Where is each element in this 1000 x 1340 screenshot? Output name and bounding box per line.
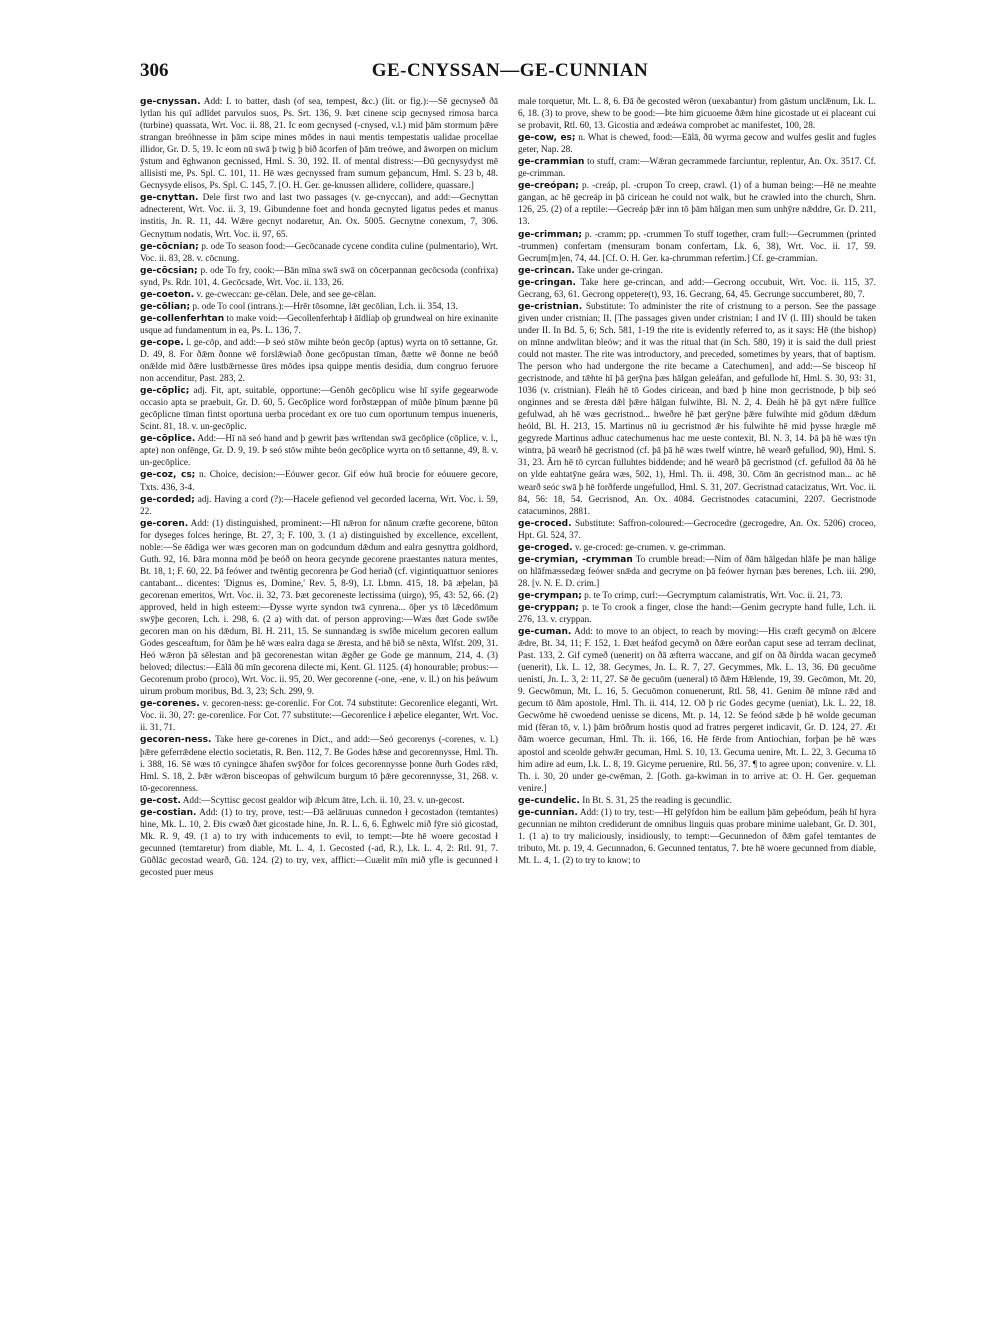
dictionary-entry <box>518 277 876 301</box>
entry-definition: Add: (1) to try, prove, test:—Ðā aelāruuas cunnedon ł gecostadon (temtantes) hine, Mk. L. 10, 2. Ðis cwæð ðæt gicostade hine, Jn. R. L. 6, 6. Ēghwelc mið fȳre sió gicostad, Mk. R. 9, 49. (1 a) to try with inducements to evil, to tempt:—Þte hē woere gecostad ł gecunned (temtaretur) from diable, Mt. L. 4, 1. Gecosted (-ad, R.), Lk. L. 4, 2: Rtl. 91, 7. Gūðlāc gecostad wearð, Gū. 124. (2) to try, vex, afflict:—Cuælit mīn mið yfle is gecunned ł gecosted puer meus <box>140 807 498 878</box>
entry-definition: n. Choice, decision:—Eóuwer gecor. Gif eów huā brocie for eóuuere gecore, Txts. 436, 3-4. <box>140 470 498 493</box>
entry-definition: Take here ge-crincan, and add:—Gecrong occubuit, Wrt. Voc. ii. 115, 37. Gecrang, 63, 61. Gecrong oppetere(t), 93, 16. Gecrang, 64, 45. Gecrunge succumberet, 80, 7. <box>518 277 876 300</box>
dictionary-entry <box>518 602 876 626</box>
entry-definition: adj. Having a cord (?):—Hacele gefienod vel gecorded lacerna, Wrt. Voc. i. 59, 22. <box>140 494 498 517</box>
dictionary-entry <box>518 229 876 265</box>
entry-headword: ge-cnyttan. <box>140 193 199 204</box>
page-header <box>140 60 880 86</box>
entry-headword: ge-costian. <box>140 807 197 818</box>
entry-headword: ge-cōcnian; <box>140 241 199 252</box>
entry-definition: p. -creáp, pl. -crupon To creep, crawl. (1) of a human being:—Hē ne meahte gangan, ac hē gecreáp in þā ciricean he could not walk, but he crawled into the church, Shrn. 126, 25. (2) of a reptile:—Gecreáp þǣr inn tō þām hālgan men sum unhȳre nǣddre, Gr. D. 211, 13. <box>518 181 876 228</box>
dictionary-entry <box>140 313 498 337</box>
entry-headword: ge-cristnian. <box>518 301 583 312</box>
entry-definition: Dele first two and last two passages (v. ge-cnyccan), and add:—Gecnyttan adnecterent, Wrt. Voc. ii. 3, 19. Gibundenne foet and honda gecnyted ligatus pedes et manus institis, Jn. R. 11, 44. Wǣre gecnyt nodaretur, An. Ox. 5005. Gecnytne conexum, 7, 306. Gecnyttum nodatis, Wrt. Voc. ii. 97, 65. <box>140 193 498 240</box>
entry-definition: Add: (1) distinguished, prominent:—Hī nǣron for nānum cræfte gecorene, būton for dyseges folces heringe, Bt. 27, 3; F. 100, 3. (1 a) distinguished by excellence, excellent, noble:—Se ēādiga wer wæs gecoren man on godcundum dǣdum and ealra gesnyttra goldhord, Guth. 92, 16. Þāra monna mōd þe beóð on heora gecynde gecorene praestantes natura mentes, Bt. 18, 1; F. 60, 22. Þā feówer and twēntig gecorenra þe God heriað (cf. vigintiquattuor seniores cantabant... dicentes: 'Dignus es, Domine,' Rev. 5, 8-9), Lī. Lbmn. 415, 18. Þā æþelan, þā gecorenan emeritos, Wrt. Voc. ii. 32, 73. Þæt gecoreneste lectissima (uirgo), 95, 43: 52, 66. (2) approved, held in high esteem:—Ðysse wyrte syndon twā cynrena... ōþer ys tō lǣcedōmum swȳþe gecoren, Lch. i. 298, 6. (2 a) with dat. of person approving:—Wæs ðæt Gode swīðe gecoren man on his dǣdum, Bl. H. 211, 15. Se sunnandæg is swīðe micelum gecoren eallum Godes gesceaftum, for ðām þe hē wæs ealra daga se ǣresta, and hē bið se nēxta, Wlfst. 209, 31. Heó wǣron þā sēlestan and þā gecorenestan witan ǣgðer ge Gode ge mannum, 214, 4. (3) beloved; dilectus:—Eālā ðū mīn gecorena dilecte mi, Kent. Gl. 1125. (4) honourable; probus:—Gecorenum probo (proco), Wrt. Voc. ii. 95, 20. Wer gecorenne (-one, -ene, v. ll.) on his þeáwum uirum probum moribus, Bd. 3, 23; Sch. 299, 9. <box>140 518 498 698</box>
dictionary-entry <box>518 626 876 795</box>
right-column <box>518 96 876 1246</box>
dictionary-entry <box>140 301 498 313</box>
entry-headword: ge-croged. <box>518 542 573 553</box>
entry-headword: ge-creópan; <box>518 181 579 192</box>
entry-definition: n. What is chewed, food:—Eālā, ðū wyrma gecow and wulfes geslit and fugles geter, Nap. 28. <box>518 133 876 156</box>
dictionary-entry <box>518 795 876 807</box>
entry-headword: ge-cope. <box>140 337 184 348</box>
entry-definition: Substitute: Saffron-coloured:—Gecrocedre (gecrogedre, An. Ox. 5206) croceo, Hpt. Gl. 524, 37. <box>518 518 876 541</box>
entry-headword: ge-croced. <box>518 518 572 529</box>
dictionary-entry <box>518 807 876 867</box>
entry-definition: Add: to move to an object, to reach by moving:—His cræft gecymð on ǣlcere ǣdre, Bt. 34, 11; F. 152, 1. Ðæt heáfod gecymð on ðǣre eorðan caput sese ad terram declinat, Past. 133, 2. Gif cymeð (uenerit) on ðā æfterra waccane, and gif on ðā ðirdda wacan gecymeð (uenerit), Lk. L. 12, 38. Gecymes, Jn. L. R. 7, 27. Gecymmes, Mk. L. 13, 36. Ðū gecuōme uenisti, Jn. L. 3, 2: 11, 27. Sē ðe gecuōm (ueneral) tō ðǣm Hǣlende, 19, 39. Gecōmon, Mt. 20, 9. Gecwōmun, Mt. L. 16, 5. Gecuōmon conuenerunt, Rtl. 58, 41. Genim ðē mīnne rǣd and gecum tō ðām apostole, Hml. Th. ii. 414, 12. Oð þ ric Godes gecyme (ueniat), Lk. L. 22, 18. Gecwōme hē cwoedend uenisse se dicens, Mt. p. 14, 12. Se feónd sǣde þ hē wolde gecuman mid (fēran tō, v. l.) þām brōðrum hostis quod ad fratres pergeret indicavit, Gr. D. 124, 27. Æt ðām woerce gecuman, Hml. Th. ii. 166, 16. Hē fērde from Antiochian, forþan þe hē wæs apostol and sceolde gehwǣr gecuman, Hml. S. 10, 13. Gecuma uenire, Mt. L. 22, 3. Gecuma tō him adire ad eum, Lk. L. 8, 19. Gicyme peruenire, Rtl. 56, 37. ¶ to agree upon; convenire. v. Ll. Th. i. 30, 20 under ge-cwēman, 2. [Goth. ga-kwiman in to arrive at: O. H. Ger. gequeman venire.] <box>518 627 876 794</box>
dictionary-entry <box>518 518 876 542</box>
dictionary-entry <box>140 241 498 265</box>
dictionary-entry <box>140 734 498 794</box>
entry-headword: ge-crammian <box>518 157 585 168</box>
dictionary-entry <box>518 542 876 554</box>
dictionary-entry <box>140 433 498 469</box>
page-number: 306 <box>140 60 169 81</box>
entry-definition: male torquetur, Mt. L. 8, 6. Ðā ðe gecosted wēron (uexabantur) from gāstum unclǣnum, Lk. L. 6, 18. (3) to prove, shew to be good:—Þte him gicuoeme ðǣm hine gicostade ut ei placeant cui se probavit, Rtl. 60, 13. Gicostia and ædeáwa comprobet ac manifestet, 100, 28. <box>518 97 876 132</box>
entry-definition: to make void:—Gecollenferhtaþ ł āīdliaþ oþ grundweal on hire exinanite usque ad fundamentum in ea, Ps. L. 136, 7. <box>140 313 498 336</box>
entry-headword: ge-cuman. <box>518 627 572 638</box>
left-column <box>140 96 498 1246</box>
entry-definition: p. ode To cool (intrans.):—Hrēr tōsomne, lǣt gecōlian, Lch. ii. 354, 13. <box>192 301 458 312</box>
entry-definition: Take under ge-cringan. <box>576 265 663 276</box>
entry-headword: ge-corded; <box>140 494 195 505</box>
entry-headword: ge-cnyssan. <box>140 97 201 107</box>
dictionary-entry <box>140 518 498 699</box>
dictionary-entry <box>518 156 876 180</box>
entry-headword: ge-crymian, -crymman <box>518 554 633 565</box>
dictionary-entry <box>140 385 498 433</box>
entry-headword: ge-cow, es; <box>518 133 576 144</box>
entry-headword: ge-crympan; <box>518 590 582 601</box>
entry-definition: In Bt. S. 31, 25 the reading is gecundlic. <box>582 795 732 806</box>
entry-headword: ge-collenferhtan <box>140 313 225 324</box>
dictionary-entry <box>518 554 876 590</box>
entry-definition: p. te To crook a finger, close the hand:—Genim gecrypte hand fulle, Lch. ii. 276, 13. v. cryppan. <box>518 602 876 626</box>
dictionary-entry <box>518 590 876 602</box>
entry-definition: to stuff, cram:—Wǣran gecrammede farciuntur, replentur, An. Ox. 3517. Cf. ge-crimman. <box>518 157 876 180</box>
entry-headword: ge-corenes. <box>140 699 200 710</box>
entry-headword: gecoren-ness. <box>140 735 212 746</box>
dictionary-entry <box>140 807 498 879</box>
entry-definition: Add:—Scyttisc gecost gealdor wiþ ǣlcum ātre, Lch. ii. 10, 23. v. un-gecost. <box>182 795 465 806</box>
entry-headword: ge-cunnian. <box>518 807 578 818</box>
entry-definition: p. te To crimp, curl:—Gecrymptum calamistratis, Wrt. Voc. ii. 21, 73. <box>584 590 843 601</box>
dictionary-entry <box>140 337 498 385</box>
entry-headword: ge-cringan. <box>518 277 576 288</box>
dictionary-entry <box>140 469 498 493</box>
entry-definition: adj. Fit, apt, suitable, opportune:—Genōh gecōplicu wise hī syife gegearwode occasio apta se praebuit, Gr. D. 60, 5. Gecōplice word forðstæppan of mūðe þīnum þænne þū gecōplicne tīman fintst oportuna uerba procedant ex ore tuo cum oportunum tempus inueneris, Scint. 81, 18. v. un-gecōplic. <box>140 386 498 433</box>
running-title: GE-CNYSSAN—GE-CUNNIAN <box>371 60 649 81</box>
dictionary-entry <box>140 289 498 301</box>
dictionary-entry <box>518 96 876 132</box>
dictionary-entry <box>140 494 498 518</box>
entry-headword: ge-coz, cs; <box>140 470 196 481</box>
entry-definition: v. gecoren-ness: ge-corenlic. For Cot. 74 substitute: Gecorenlice eleganti, Wrt. Voc. ii. 30, 27: ge-corenlice. For Cot. 77 substitute:—Gecorenlice ł æþelice eleganter, Wrt. Voc. ii. 31, 71. <box>140 699 498 734</box>
entry-definition: Add:—Hī nā seó hand and þ gewrit þæs wrītendan swā gecōplice (cōplice, v. l., apte) non onfēnge, Gr. D. 9, 19. Þ seó stōw mihte beón gecōplice wyrta on tō settanne, 49, 8. v. un-gecōplice. <box>140 434 498 469</box>
entry-headword: ge-cost. <box>140 795 181 806</box>
dictionary-entry <box>518 180 876 228</box>
dictionary-entry <box>140 698 498 734</box>
entry-definition: Add: (1) to try, test:—Hī gelȳfdon him be eallum þām geþeódum, þeáh hī hyra gecunnian ne mihton crediderunt de omnibus linguis quas probare minime ualebant, Gr. D. 301, 1. (1 a) to try maliciously, insidiously, to tempt:—Gecunnedon of ðǣm gafel temtantes de tributo, Mt. p. 19, 4. Gecunnadon, 6. Gecunned tentatus, 7. Þte hē woere gecunned from diable, Mt. L. 4, 1. (2) to try to know; to <box>518 807 876 866</box>
entry-definition: Add: I. to batter, dash (of sea, tempest, &c.) (lit. or fig.):—Sē gecnyseð ðā lytlan his quī adlīdet parvulos suos, Ps. Srt. 136, 9. Þæt cinene scip gecnysed rimosa barca (turbine) quassata, Wrt. Voc. ii. 88, 21. Ic eom gecnysed (-cnysed, v.l.) mid þām stormum þǣre strangan breóhnesse in þām scipe mines mōdes in naui mentis tempestatis ualidae procellae illidor, Gr. D. 5, 19. Ic eom nū swā þ twig þ bið ācorfen of þām treówe, and āworpen on miclum ȳstum and ēghwanon gecnissed, Hml. S. 30, 192. II. of mental distress:—Ðū gecnysydyst mē allisisti me, Ps. Spl. C. 101, 11. Hē wæs gecnyssed fram sumum geþancum, Hml. S. 23 b, 48. Gecnysyde elisos, Ps. Spl. C. 145, 7. [O. H. Ger. ge-knussen allidere, collidere, quassare.] <box>140 97 498 192</box>
dictionary-entry <box>140 265 498 289</box>
entry-headword: ge-crimman; <box>518 229 582 240</box>
dictionary-entry <box>518 132 876 156</box>
dictionary-entry <box>518 265 876 277</box>
entry-definition: p. -cramm; pp. -crummen To stuff together, cram full:—Gecrummen (printed -trummen) confertam (mensuram bonam confertam, Lk. 6, 38), Wrt. Voc. ii. 17, 59. Gecrum[m]en, 74, 44. [Cf. O. H. Ger. ka-chrumman refertim.] Cf. ge-crammian. <box>518 229 876 264</box>
dictionary-entry <box>140 192 498 240</box>
entry-headword: ge-cōplic; <box>140 386 190 397</box>
entry-headword: ge-cōlian; <box>140 301 191 312</box>
entry-headword: ge-cōplice. <box>140 434 196 445</box>
entry-definition: To crumble bread:—Nim of ðām hālgedan hlāfe þe man hālige on hlāfmæssedæg feówer snǣda and gecryme on þā feówer hyrnan þæs berenes, Lch. iii. 290, 28. [v. N. E. D. crim.] <box>518 554 876 589</box>
entry-definition: Take here ge-corenes in Dict., and add:—Seó gecorenys (-corenes, v. l.) þǣre geferrǣdene electio societatis, R. Ben. 112, 7. Be Godes hǣse and gecorennysse, Hml. Th. i. 388, 16. Sē wæs tō cyningce āhafen swȳðor for folces gecorennysse þonne ðurh Godes rǣd, Hml. S. 18, 2. Þǣr wǣron bisceopas of gehwilcum burgum tō þǣre gecorennysse, 31, 268. v. tō-gecorenness. <box>140 735 498 794</box>
dictionary-entry <box>140 96 498 192</box>
entry-headword: ge-crincan. <box>518 265 575 276</box>
entry-headword: ge-coeton. <box>140 289 195 300</box>
entry-headword: ge-coren. <box>140 518 189 529</box>
dictionary-entry <box>140 795 498 807</box>
entry-definition: Substitute: To administer the rite of cristnung to a person. See the passage given under cristnian; II. [The passages given under cristnian; I and IV (l. III) should be taken under II. In Bd. 5, 6; Sch. 581, 1-19 the rite is evidently referred to, as it says: Hē (the bishop) on mīnne andwlitan bleów; and it was the ritual that (in Sch. 580, 19) it is said the dull priest could not master. The rite was introductory, and preceded, sometimes by years, that of baptism. The person who had undergone the rite became a Catechumen], and add:—Se bisceop hī gecristnode, and tǣhte hī þā gerȳna þæs hālgan geleáfan, and gefullode hī, Hml. S. 30, 93: 31, 1036 (v. cristnian). Fleáh hē tō Godes ciricean, and bæd þ hine mon gecristnode, þ biþ seó onginnes and se ǣresta dǣl þǣre hālgan fulwihte, Bl. N. 2, 4. Ðeáh hē þā gyt nǣre fullīce gefulwad, ah hē wæs gecristnod... hweðre hē þæt gerȳne þǣre fulwihte mid gōdum dǣdum heóld, Bl. H. 213, 15. Martinus nū iu gecristnod ǣr his fulwihte hē mid þysse hrægle mē gegyrede Martinus adhuc catechumenus hac me ueste contexit, Bl. N. 3, 14. Þā þā hē wæs tȳn wintra, þā wearð hē gecristnod (cf. þā þā hē wæs twelf wintre, hē wearð gefullod, 90), Hml. S. 31, 23. Ārn hē tō cyrcan fulluhtes biddende; and hē wearð þā gecristnod (cf. gefullod ðā ðā hē on ylde eahtatȳne geára wæs, 502, 1), Hml. Th. ii. 498, 30. Cōm ān gecristnod man... ac hē wearð seóc swā þ hē forðferde ungefullod, Hml. S. 31, 207. Gecristnad catacizatus, Wrt. Voc. ii. 84, 56: 18, 54. Gecrisnod, An. Ox. 4084. Gecristnodes catacumini, 2207. Gecristnode catacuminos, 2881. <box>518 301 876 517</box>
dictionary-entry <box>518 301 876 518</box>
entry-definition: v. ge-cweccan: ge-cēlan. Dele, and see ge-cēlan. <box>196 289 377 300</box>
entry-headword: ge-cundelic. <box>518 795 580 806</box>
entry-headword: ge-cryppan; <box>518 602 579 613</box>
entry-definition: p. ode To season food:—Gecōcanade cycene condita culine (pulmentario), Wrt. Voc. ii. 83, 28. v. cōcnung. <box>140 241 498 264</box>
entry-definition: l. ge-cōp, and add:—Þ seó stōw mihte beón gecōp (aptus) wyrta on tō settanne, Gr. D. 49, 8. For ðǣm ðonne wē forslǣwiað ðone gecōpustan tīman, ðætte wē ðonne ne beóð onǣlde mid ðǣre lustbǣrnesse ūres mōdes ipsa quippe mentis desidia, dum congruo feruore non accenditur, Past. 283, 2. <box>140 337 498 385</box>
entry-definition: v. ge-croced: ge-crumen. v. ge-crimman. <box>574 542 726 553</box>
entry-definition: p. ode To fry, cook:—Bān mīna swā swā on cōcerpannan gecōcsoda (confrixa) synd, Ps. Rdr. 101, 4. Gecōcsade, Wrt. Voc. ii. 133, 26. <box>140 265 498 288</box>
entry-headword: ge-cōcsian; <box>140 265 198 276</box>
